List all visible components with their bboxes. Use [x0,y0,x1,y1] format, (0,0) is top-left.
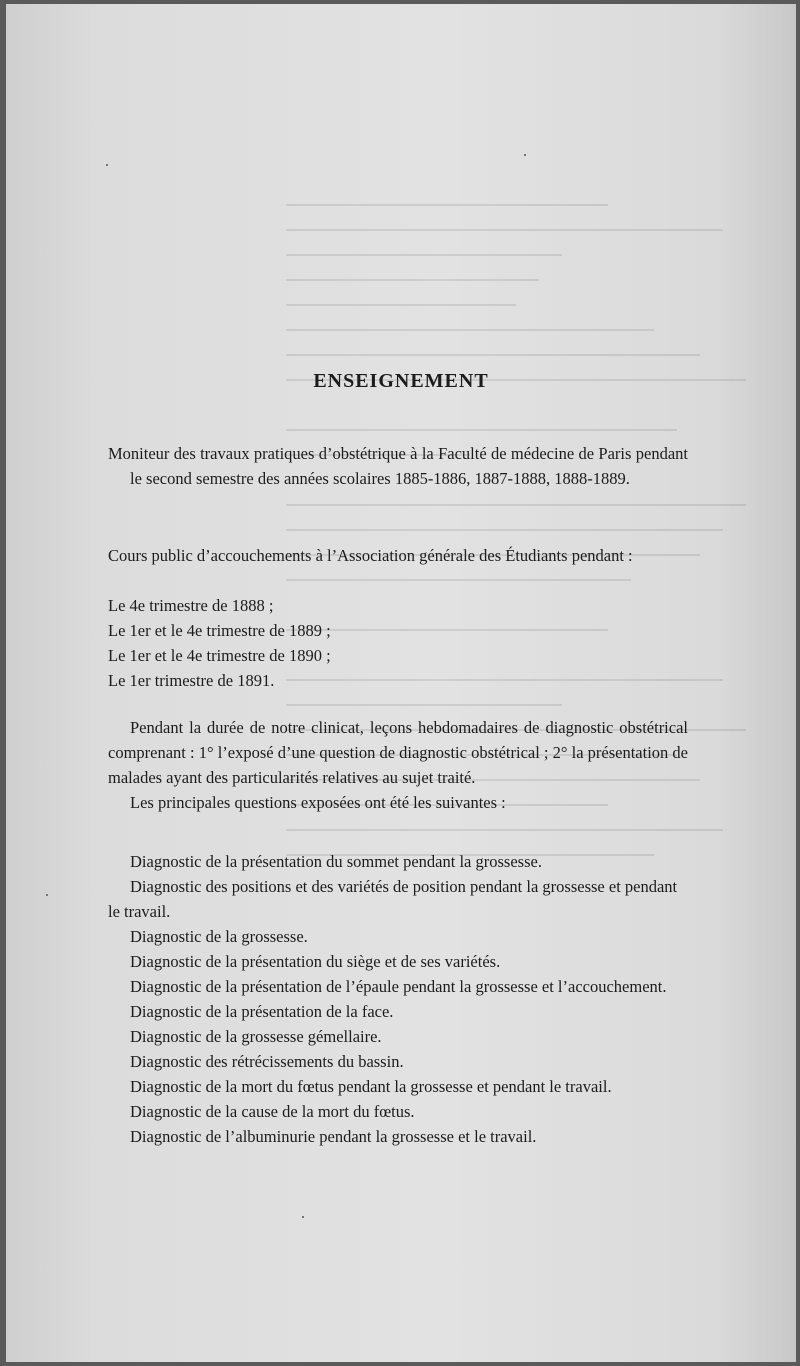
paper-speck [302,1216,304,1218]
page-title: ENSEIGNEMENT [313,370,489,392]
cours-item: Le 4e trimestre de 1888 ; [108,596,274,615]
clinicat-paragraph: Pendant la durée de notre clinicat, leçons hebdomadaires de diagnostic obstétrical comprenant : 1° l’exposé d’une question de diagnostic obstétrical ; 2° la présentation de malades ayant des particularités relatives au sujet traité. [108,718,688,787]
question-item: Diagnostic de la grossesse. [130,927,308,946]
paper-speck [524,154,526,156]
question-item: Diagnostic de la cause de la mort du fœtus. [130,1102,415,1121]
question-item: Diagnostic de la présentation de l’épaule pendant la grossesse et l’accouchement. [130,977,667,996]
cours-item: Le 1er trimestre de 1891. [108,671,275,690]
cours-block [108,543,688,568]
moniteur-paragraph: Moniteur des travaux pratiques d’obstétrique à la Faculté de médecine de Paris pendant le second semestre des années scolaires 1885-1886, 1887-1888, 1888-1889. [108,444,688,488]
question-item: Diagnostic de la grossesse gémellaire. [130,1027,382,1046]
moniteur-block [108,441,688,491]
cours-intro: Cours public d’accouchements à l’Association générale des Étudiants pendant : [108,546,633,565]
questions-list [108,849,688,1149]
cours-item: Le 1er et le 4e trimestre de 1889 ; [108,621,331,640]
question-item: Diagnostic de la présentation de la face. [130,1002,394,1021]
question-item: Diagnostic de la présentation du siège et de ses variétés. [130,952,501,971]
question-item: Diagnostic des rétrécissements du bassin. [130,1052,404,1071]
cours-item: Le 1er et le 4e trimestre de 1890 ; [108,646,331,665]
paper-speck [46,894,48,896]
question-item: Diagnostic de la présentation du sommet pendant la grossesse. [130,852,542,871]
question-item: Diagnostic de la mort du fœtus pendant la grossesse et pendant le travail. [130,1077,612,1096]
paper-speck [106,164,108,166]
cours-list [108,593,688,693]
document-page [6,4,796,1362]
question-item: Diagnostic des positions et des variétés de position pendant la grossesse et pendant le travail. [108,877,678,921]
principales-intro: Les principales questions exposées ont été les suivantes : [130,793,506,812]
question-item: Diagnostic de l’albuminurie pendant la grossesse et le travail. [130,1127,537,1146]
clinicat-block [108,715,688,815]
